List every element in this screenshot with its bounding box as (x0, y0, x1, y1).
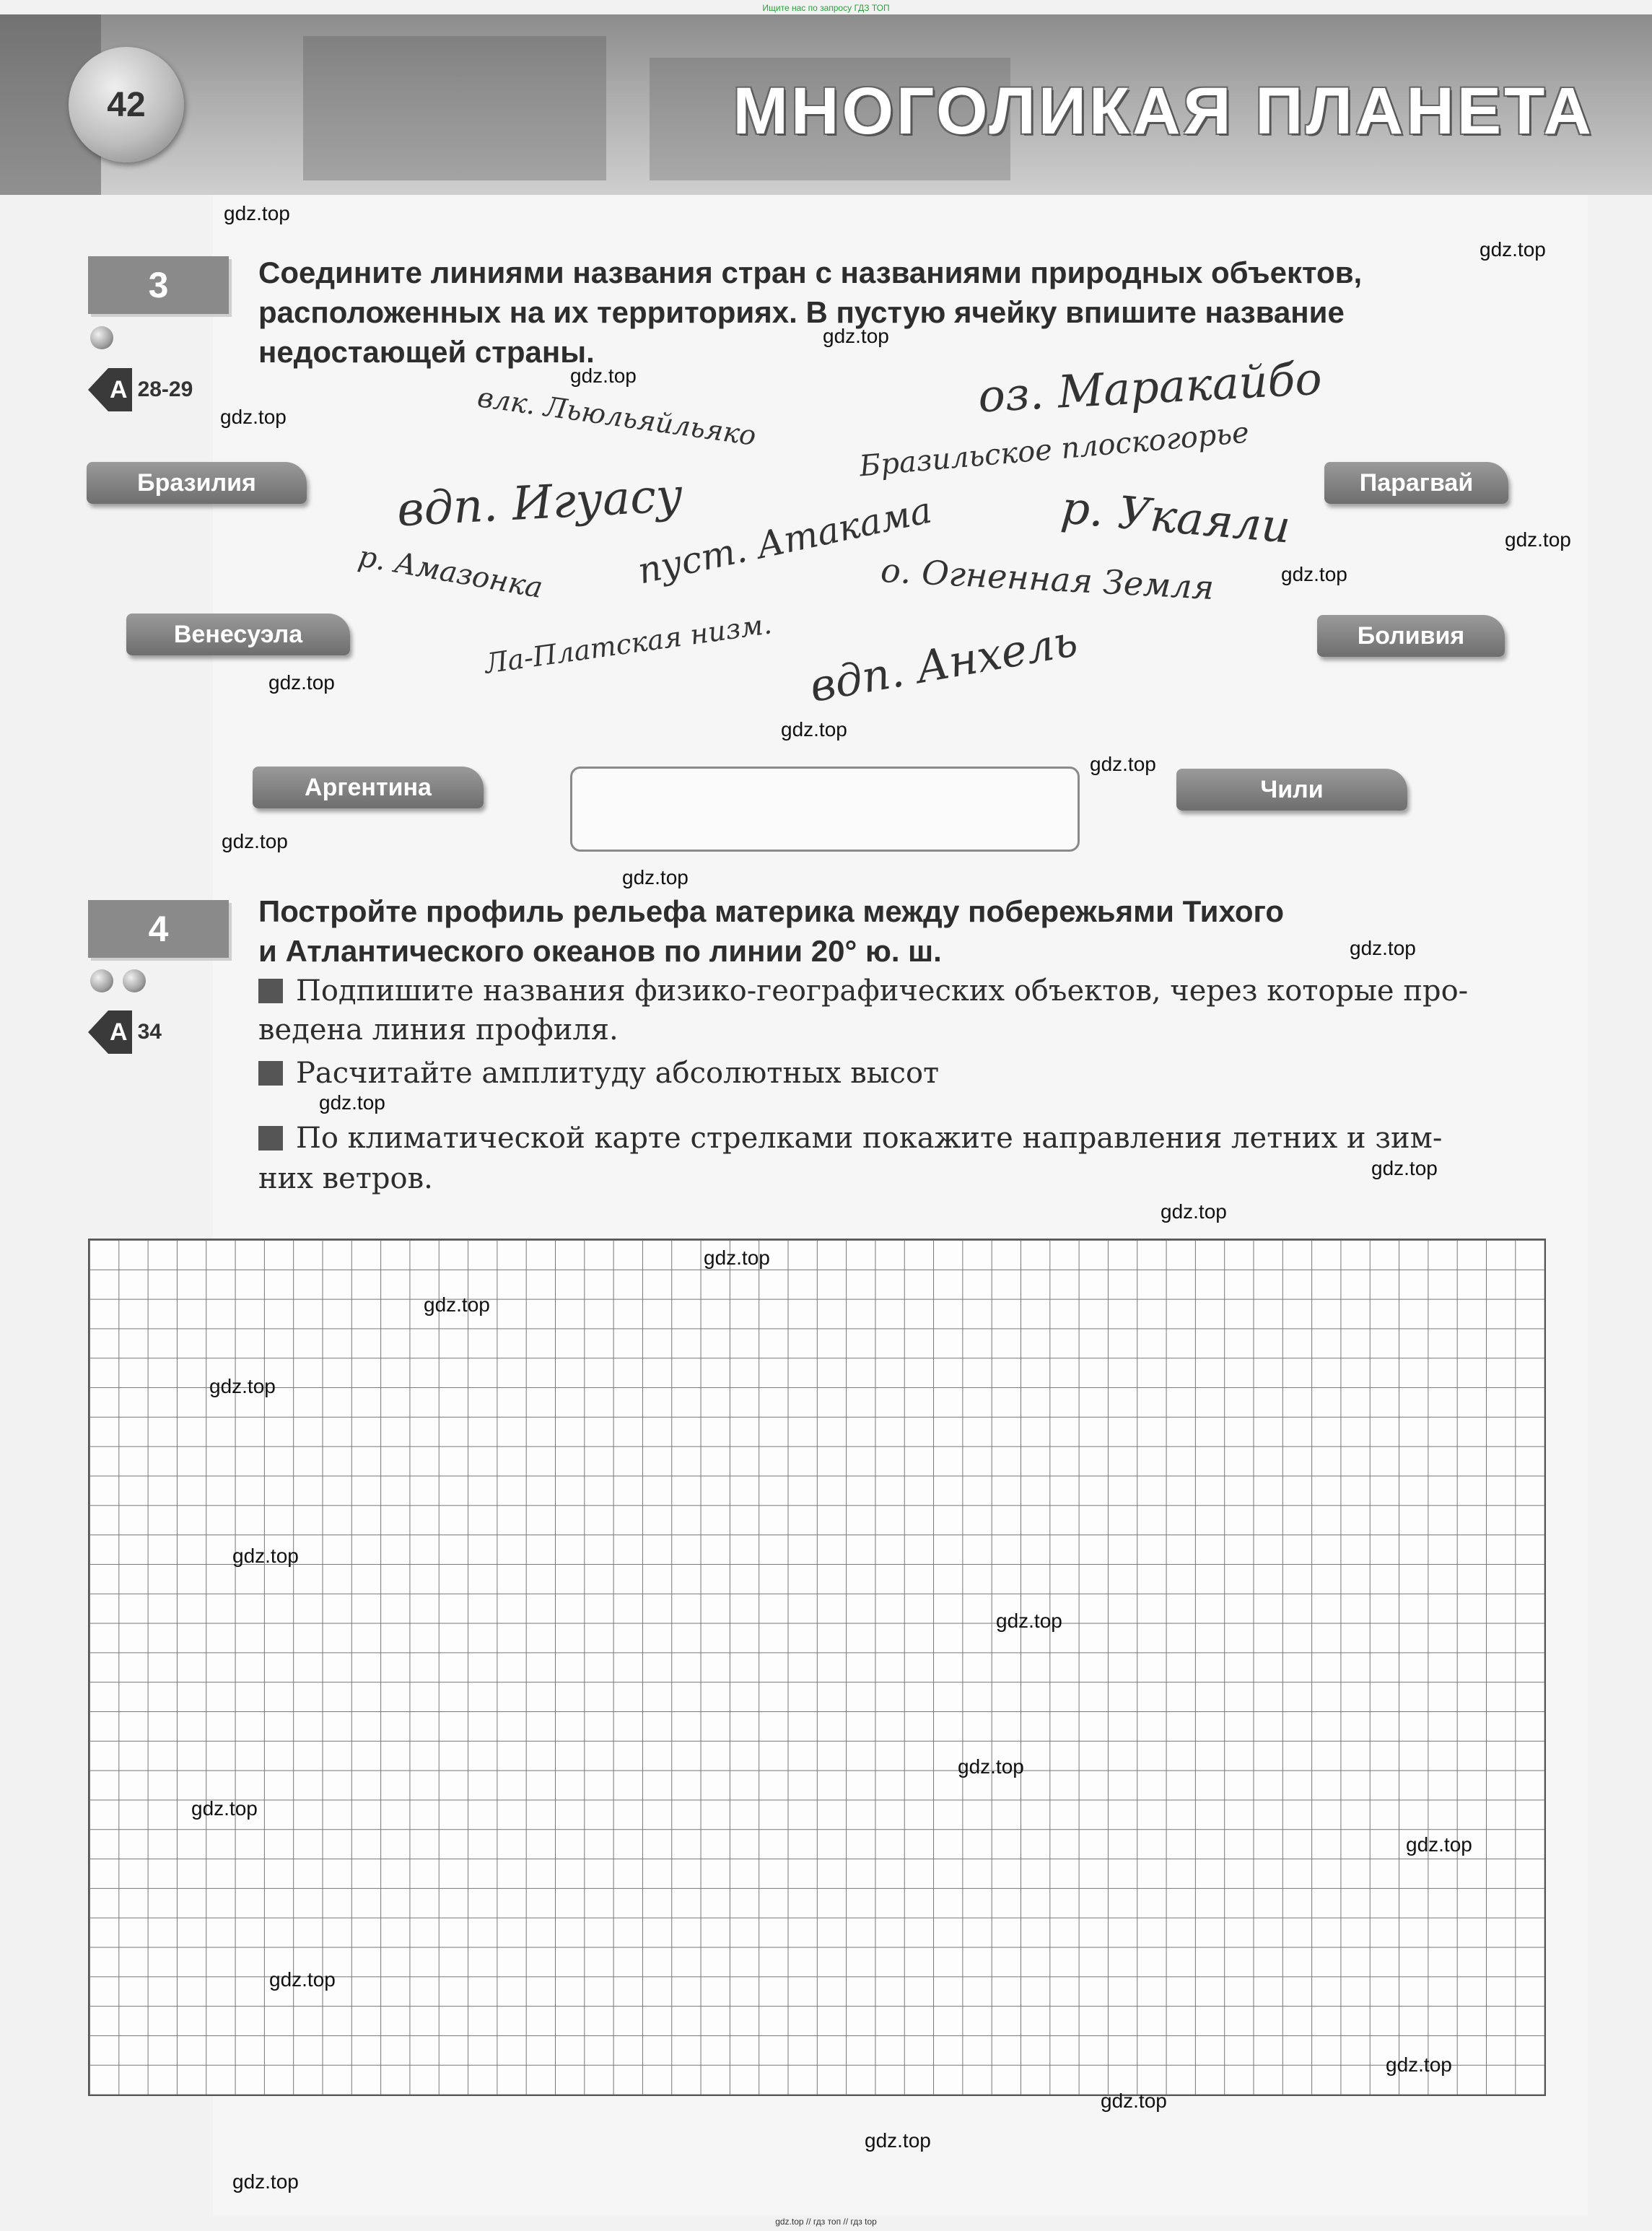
task-3-text (258, 253, 1362, 372)
task-4-atlas-ref (88, 1010, 162, 1054)
task-4-bullet-continuation (258, 1158, 433, 1200)
object-brazilian-highlands: Бразильское плоскогорье (858, 416, 1251, 484)
watermark: gdz.top (570, 364, 637, 387)
bullet-square-icon (258, 1126, 283, 1151)
atlas-pages: 28-29 (137, 377, 193, 401)
country-venezuela: Венесуэла (126, 614, 350, 655)
task-3-atlas-ref (88, 368, 193, 411)
object-llullaillaco: влк. Льюльяйльяко (475, 381, 759, 452)
back-arrow-icon (88, 368, 108, 411)
watermark: gdz.top (1101, 2090, 1167, 2112)
watermark: gdz.top (424, 1293, 490, 1316)
task-4-bullet (258, 970, 1543, 1012)
bullet-square-icon (258, 1061, 283, 1086)
bottom-note: gdz.top // гдз топ // гдз top (775, 2217, 877, 2227)
task-3-line: расположенных на их территориях. В пустую ячейку впишите название (258, 295, 1345, 329)
profile-drawing-grid[interactable] (88, 1239, 1546, 2096)
watermark: gdz.top (1505, 528, 1571, 551)
task-3-number: 3 (88, 256, 229, 314)
bullet-text: Подпишите названия физико-географических объектов, через которые про- (296, 974, 1469, 1008)
header-building-decoration (303, 36, 606, 180)
watermark: gdz.top (704, 1247, 770, 1269)
page-header (0, 14, 1652, 195)
object-ucayali: р. Укаяли (1059, 481, 1293, 554)
watermark: gdz.top (269, 1968, 336, 1991)
difficulty-ball-icon (123, 969, 146, 992)
watermark: gdz.top (1090, 753, 1156, 775)
difficulty-ball-icon (90, 326, 113, 349)
atlas-pages: 34 (137, 1020, 162, 1044)
watermark: gdz.top (1406, 1833, 1472, 1856)
back-arrow-icon (88, 1010, 108, 1054)
watermark: gdz.top (622, 866, 689, 889)
watermark: gdz.top (1281, 563, 1347, 585)
task-4-bullet (258, 1117, 1543, 1159)
bullet-square-icon (258, 979, 283, 1003)
watermark: gdz.top (1350, 937, 1416, 959)
task-4-text (258, 891, 1284, 971)
atlas-letter: А (108, 368, 132, 411)
watermark: gdz.top (191, 1797, 258, 1820)
object-angel-falls: вдп. Анхель (805, 615, 1082, 713)
watermark: gdz.top (268, 671, 335, 694)
task-4-line: и Атлантического океанов по линии 20° ю. ш. (258, 934, 942, 968)
watermark: gdz.top (232, 2170, 299, 2193)
country-chile: Чили (1176, 769, 1407, 811)
object-amazon: р. Амазонка (355, 539, 546, 606)
task-4-number: 4 (88, 900, 229, 958)
country-brazil: Бразилия (87, 462, 307, 504)
task-3-line: Соедините линиями названия стран с названиями природных объектов, (258, 256, 1363, 289)
watermark: gdz.top (222, 830, 288, 852)
bullet-text: По климатической карте стрелками покажите направления летних и зим- (296, 1122, 1443, 1155)
page-number: 42 (69, 47, 184, 162)
page-title: МНОГОЛИКАЯ ПЛАНЕТА (733, 74, 1594, 148)
atlas-letter: А (108, 1010, 132, 1054)
object-tierra-del-fuego: о. Огненная Земля (879, 550, 1215, 608)
task-4-line: Постройте профиль рельефа материка между побережьями Тихого (258, 894, 1285, 928)
watermark: gdz.top (1480, 238, 1546, 261)
country-argentina: Аргентина (253, 767, 484, 808)
watermark: gdz.top (1371, 1157, 1438, 1179)
watermark: gdz.top (224, 202, 290, 224)
watermark: gdz.top (958, 1755, 1024, 1778)
object-atacama: пуст. Атакама (634, 489, 935, 593)
missing-country-input[interactable] (570, 767, 1080, 852)
watermark: gdz.top (209, 1375, 276, 1397)
country-paraguay: Парагвай (1324, 462, 1508, 504)
bullet-text: ведена линия профиля. (258, 1013, 619, 1047)
object-la-plata-lowland: Ла-Платская низм. (482, 608, 774, 680)
watermark: gdz.top (232, 1545, 299, 1567)
watermark: gdz.top (823, 325, 889, 347)
object-maracaibo: оз. Маракайбо (976, 352, 1324, 423)
watermark: gdz.top (220, 406, 287, 428)
top-note: Ищите нас по запросу ГДЗ ТОП (762, 3, 890, 13)
watermark: gdz.top (996, 1610, 1062, 1632)
object-iguazu: вдп. Игуасу (395, 468, 684, 538)
difficulty-ball-icon (90, 969, 113, 992)
watermark: gdz.top (1161, 1200, 1227, 1223)
watermark: gdz.top (1386, 2053, 1452, 2076)
watermark: gdz.top (781, 718, 847, 741)
task-4-bullet-continuation (258, 1009, 619, 1051)
watermark: gdz.top (319, 1091, 385, 1114)
watermark: gdz.top (865, 2129, 931, 2152)
task-3-line: недостающей страны. (258, 335, 595, 369)
country-bolivia: Боливия (1317, 615, 1505, 657)
bullet-text: Расчитайте амплитуду абсолютных высот (296, 1057, 940, 1090)
task-4-bullet (258, 1052, 939, 1094)
bullet-text: них ветров. (258, 1162, 433, 1195)
